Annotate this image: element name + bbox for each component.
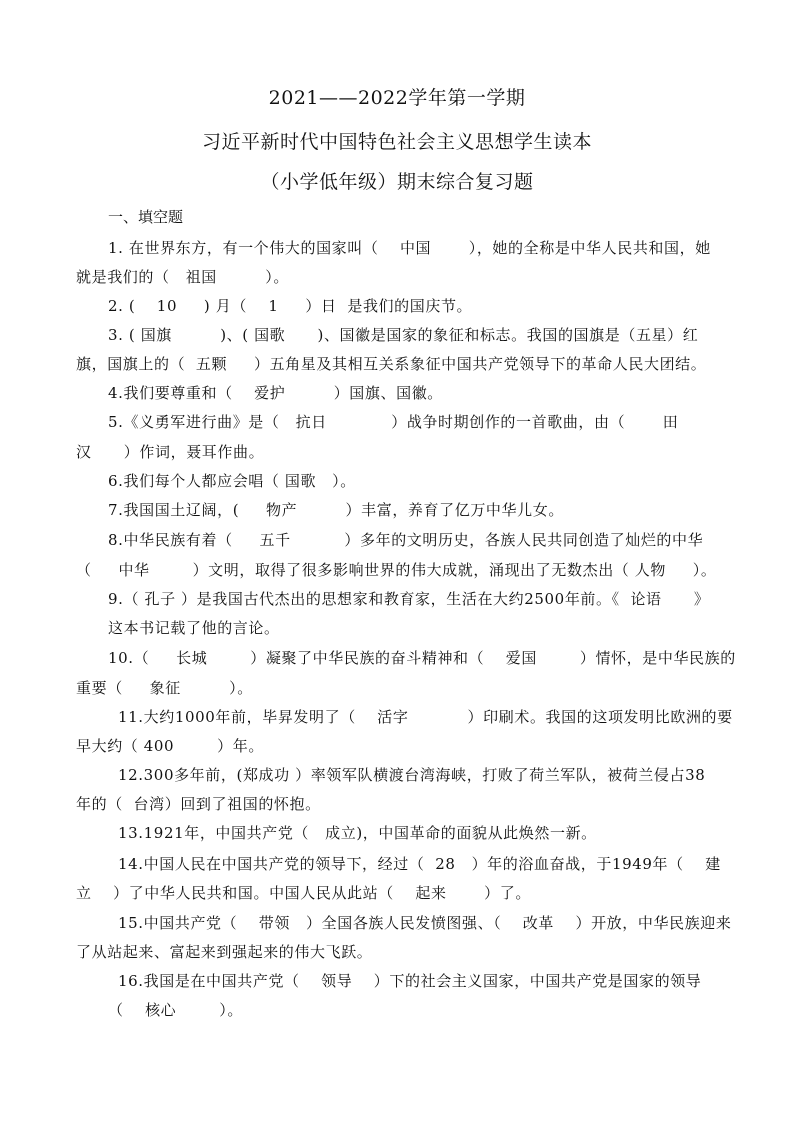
section-heading-fill-in-blank: 一、填空题 bbox=[108, 208, 184, 226]
question-line: 14.中国人民在中国共产党的领导下，经过（ 28 ）年的浴血奋战，于1949年（ 建 bbox=[118, 855, 721, 873]
question-line: 就是我们的（ 祖国 ）。 bbox=[76, 268, 289, 286]
question-line: 1. 在世界东方，有一个伟大的国家叫（ 中国 ），她的全称是中华人民共和国，她 bbox=[108, 239, 711, 257]
question-line: 年的（ 台湾）回到了祖国的怀抱。 bbox=[76, 795, 321, 813]
title-school-term: 2021——2022学年第一学期 bbox=[268, 87, 526, 109]
question-line: 15.中国共产党（ 带领 ）全国各族人民发愤图强、（ 改革 ）开放，中华民族迎来 bbox=[118, 914, 732, 932]
question-line: 立 ）了中华人民共和国。中国人民从此站（ 起来 ）了。 bbox=[76, 884, 531, 902]
question-line: （ 核心 ）。 bbox=[108, 1001, 243, 1019]
question-line: 9.（ 孔子 ）是我国古代杰出的思想家和教育家，生活在大约2500年前。《 论语 》 bbox=[108, 590, 710, 608]
question-line: 4.我们要尊重和（ 爱护 ）国旗、国徽。 bbox=[108, 384, 443, 402]
question-line: 10.（ 长城 ）凝聚了中华民族的奋斗精神和（ 爱国 ）情怀，是中华民族的 bbox=[108, 649, 736, 667]
question-line: 6.我们每个人都应会唱（ 国歌 ）。 bbox=[108, 472, 356, 490]
title-exam-name: （小学低年级）期末综合复习题 bbox=[260, 171, 534, 193]
question-line: 11.大约1000年前，毕昇发明了（ 活字 ）印刷术。我国的这项发明比欧洲的要 bbox=[118, 708, 733, 726]
question-line: 3. ( 国旗 )、( 国歌 )、国徽是国家的象征和标志。我国的国旗是（五星）红 bbox=[108, 326, 699, 344]
question-line: 8.中华民族有着（ 五千 ）多年的文明历史，各族人民共同创造了灿烂的中华 bbox=[108, 531, 704, 549]
question-line: 2. ( 10 ) 月（ 1 ）日 是我们的国庆节。 bbox=[108, 297, 473, 315]
question-line: 了从站起来、富起来到强起来的伟大飞跃。 bbox=[76, 943, 373, 961]
question-line: 12.300多年前，(郑成功 ）率领军队横渡台湾海峡，打败了荷兰军队，被荷兰侵占38 bbox=[118, 766, 706, 784]
question-line: 这本书记载了他的言论。 bbox=[108, 619, 280, 637]
question-line: 重要（ 象征 ）。 bbox=[76, 679, 253, 697]
question-line: 13.1921年，中国共产党（ 成立)，中国革命的面貌从此焕然一新。 bbox=[118, 824, 597, 842]
title-book-name: 习近平新时代中国特色社会主义思想学生读本 bbox=[201, 131, 592, 153]
question-line: 16.我国是在中国共产党（ 领导 ）下的社会主义国家，中国共产党是国家的领导 bbox=[118, 972, 702, 990]
question-line: 旗，国旗上的（ 五颗 ）五角星及其相互关系象征中国共产党领导下的革命人民大团结。 bbox=[76, 355, 707, 373]
question-line: 早大约（ 400 ）年。 bbox=[76, 737, 264, 755]
question-line: （ 中华 ）文明，取得了很多影响世界的伟大成就，涌现出了无数杰出（ 人物 ）。 bbox=[76, 561, 717, 579]
question-line: 汉 ）作词，聂耳作曲。 bbox=[76, 443, 265, 461]
question-line: 7.我国国土辽阔，( 物产 ）丰富，养育了亿万中华儿女。 bbox=[108, 501, 564, 519]
question-line: 5.《义勇军进行曲》是（ 抗日 ）战争时期创作的一首歌曲，由（ 田 bbox=[108, 413, 679, 431]
